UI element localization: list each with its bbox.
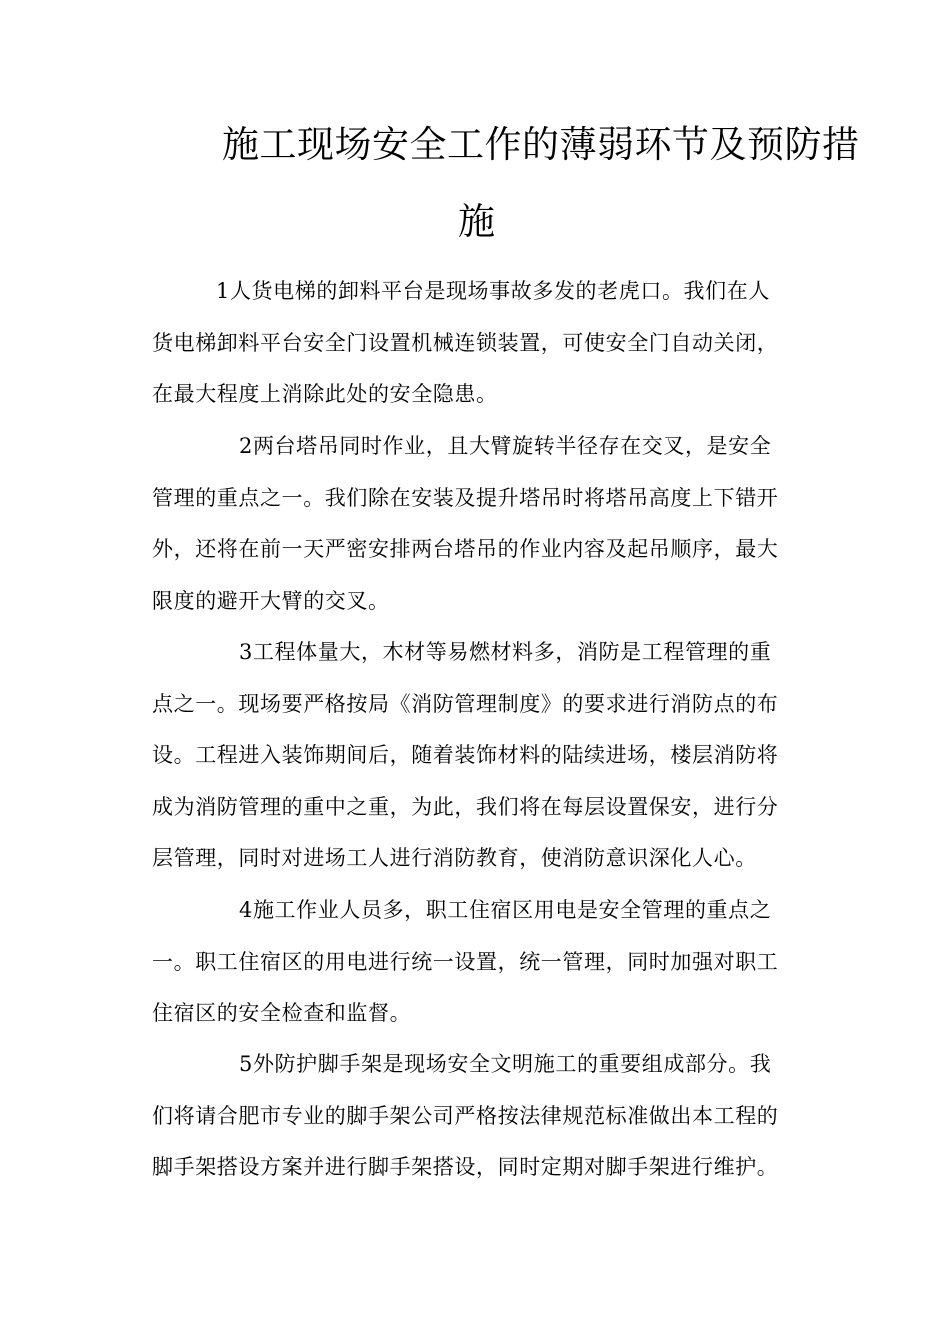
paragraph-line: 货电梯卸料平台安全门设置机械连锁装置，可使安全门自动关闭， [152,331,779,355]
paragraph-line: 们将请合肥市专业的脚手架公司严格按法律规范标准做出本工程的 [152,1104,779,1128]
paragraph-line: 管理的重点之一。我们除在安装及提升塔吊时将塔吊高度上下错开 [152,486,779,510]
document-title-line-2: 施 [458,200,496,243]
paragraph-line: 住宿区的安全检查和监督。 [152,1001,412,1025]
paragraph-line: 外，还将在前一天严密安排两台塔吊的作业内容及起吊顺序，最大 [152,537,779,561]
paragraph-line: 设。工程进入装饰期间后，随着装饰材料的陆续进场，楼层消防将 [152,743,779,767]
paragraph-line: 层管理，同时对进场工人进行消防教育，使消防意识深化人心。 [152,846,757,870]
paragraph-line: 点之一。现场要严格按局《消防管理制度》的要求进行消防点的布 [152,692,779,716]
paragraph-line: 3工程体量大，木材等易燃材料多，消防是工程管理的重 [239,640,772,664]
paragraph-line: 在最大程度上消除此处的安全隐患。 [152,382,498,406]
paragraph-line: 5外防护脚手架是现场安全文明施工的重要组成部分。我 [239,1052,772,1076]
paragraph-line: 2两台塔吊同时作业，且大臂旋转半径存在交叉，是安全 [239,434,772,458]
document-title-line-1: 施工现场安全工作的薄弱环节及预防措 [222,123,860,166]
paragraph-line: 限度的避开大臂的交叉。 [152,589,390,613]
paragraph-line: 成为消防管理的重中之重，为此，我们将在每层设置保安，进行分 [152,795,779,819]
paragraph-line: 1人货电梯的卸料平台是现场事故多发的老虎口。我们在人 [216,279,770,303]
paragraph-line: 脚手架搭设方案并进行脚手架搭设，同时定期对脚手架进行维护。 [152,1155,779,1179]
paragraph-line: 一。职工住宿区的用电进行统一设置，统一管理，同时加强对职工 [152,950,779,974]
paragraph-line: 4施工作业人员多，职工住宿区用电是安全管理的重点之 [239,898,772,922]
